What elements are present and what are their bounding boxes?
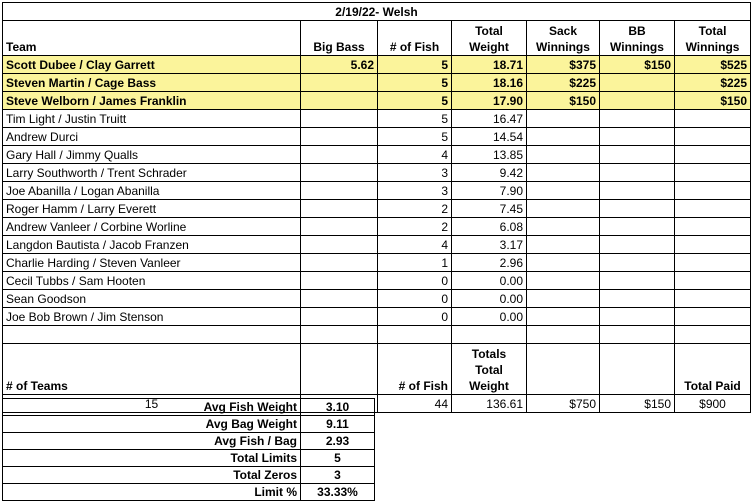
total-cell[interactable]	[675, 128, 751, 146]
table-row	[3, 254, 751, 272]
total-cell[interactable]: $225	[675, 74, 751, 92]
totals-num-fish[interactable]: 44	[378, 395, 452, 413]
table-row	[3, 308, 751, 326]
fish-cell[interactable]: 5	[378, 128, 452, 146]
bb-cell[interactable]: $150	[600, 56, 675, 74]
sack-cell[interactable]: $150	[527, 92, 600, 110]
team-cell[interactable]: Roger Hamm / Larry Everett	[3, 200, 301, 218]
header-bb-winnings[interactable]: BB Winnings	[600, 21, 675, 56]
big-bass-cell[interactable]	[301, 218, 378, 236]
big-bass-cell[interactable]	[301, 74, 378, 92]
big-bass-cell[interactable]	[301, 236, 378, 254]
big-bass-cell[interactable]	[301, 254, 378, 272]
big-bass-cell[interactable]	[301, 146, 378, 164]
table-row	[3, 74, 751, 92]
sack-cell[interactable]	[527, 236, 600, 254]
sack-cell[interactable]	[527, 182, 600, 200]
team-cell[interactable]: Andrew Durci	[3, 128, 301, 146]
results-table	[2, 2, 751, 413]
fish-cell[interactable]: 0	[378, 308, 452, 326]
weight-cell[interactable]: 16.47	[452, 110, 527, 128]
totals-weight[interactable]: 136.61	[452, 395, 527, 413]
stat-label[interactable]: Avg Fish / Bag	[3, 433, 301, 450]
fish-cell[interactable]: 4	[378, 146, 452, 164]
big-bass-cell[interactable]	[301, 272, 378, 290]
header-total-winnings[interactable]: Total Winnings	[675, 21, 751, 56]
bb-cell[interactable]	[600, 200, 675, 218]
bb-cell[interactable]	[600, 254, 675, 272]
total-cell[interactable]	[675, 164, 751, 182]
weight-cell[interactable]: 7.90	[452, 182, 527, 200]
bb-cell[interactable]	[600, 236, 675, 254]
fish-cell[interactable]: 4	[378, 236, 452, 254]
big-bass-cell[interactable]	[301, 92, 378, 110]
stat-label[interactable]: Total Limits	[3, 450, 301, 467]
sack-cell[interactable]	[527, 308, 600, 326]
totals-num-teams-label[interactable]: # of Teams	[3, 344, 301, 395]
weight-cell[interactable]: 6.08	[452, 218, 527, 236]
blank-row	[3, 326, 751, 344]
bb-cell[interactable]	[600, 164, 675, 182]
total-cell[interactable]	[675, 146, 751, 164]
big-bass-cell[interactable]	[301, 308, 378, 326]
bb-cell[interactable]	[600, 290, 675, 308]
total-cell[interactable]	[675, 290, 751, 308]
header-num-fish[interactable]: # of Fish	[378, 21, 452, 56]
bb-cell[interactable]	[600, 92, 675, 110]
stat-row	[3, 450, 375, 467]
team-cell[interactable]: Cecil Tubbs / Sam Hooten	[3, 272, 301, 290]
stat-value[interactable]: 9.11	[301, 416, 375, 433]
fish-cell[interactable]: 5	[378, 92, 452, 110]
stat-row	[3, 467, 375, 484]
total-cell[interactable]	[675, 182, 751, 200]
sack-cell[interactable]	[527, 290, 600, 308]
stat-value[interactable]: 33.33%	[301, 484, 375, 501]
title-row	[3, 3, 751, 21]
table-row	[3, 92, 751, 110]
stat-label[interactable]: Total Zeros	[3, 467, 301, 484]
team-cell[interactable]: Joe Bob Brown / Jim Stenson	[3, 308, 301, 326]
big-bass-cell[interactable]	[301, 200, 378, 218]
totals-sack[interactable]: $750	[527, 395, 600, 413]
sack-cell[interactable]: $225	[527, 74, 600, 92]
sack-cell[interactable]	[527, 272, 600, 290]
table-row	[3, 272, 751, 290]
team-cell[interactable]: Langdon Bautista / Jacob Franzen	[3, 236, 301, 254]
big-bass-cell[interactable]	[301, 182, 378, 200]
table-row	[3, 200, 751, 218]
weight-cell[interactable]: 14.54	[452, 128, 527, 146]
sheet-title[interactable]: 2/19/22- Welsh	[3, 3, 751, 21]
fish-cell[interactable]: 5	[378, 110, 452, 128]
totals-num-fish-label[interactable]: # of Fish	[378, 344, 452, 395]
big-bass-cell[interactable]	[301, 128, 378, 146]
table-row	[3, 56, 751, 74]
big-bass-cell[interactable]	[301, 290, 378, 308]
big-bass-cell[interactable]: 5.62	[301, 56, 378, 74]
weight-cell[interactable]: 0.00	[452, 290, 527, 308]
sack-cell[interactable]	[527, 200, 600, 218]
stat-label[interactable]: Limit %	[3, 484, 301, 501]
fish-cell[interactable]: 3	[378, 164, 452, 182]
weight-cell[interactable]: 17.90	[452, 92, 527, 110]
table-row	[3, 146, 751, 164]
header-row	[3, 21, 751, 56]
stat-value[interactable]: 3	[301, 467, 375, 484]
weight-cell[interactable]: 9.42	[452, 164, 527, 182]
totals-bb[interactable]: $150	[600, 395, 675, 413]
table-row	[3, 110, 751, 128]
team-cell[interactable]: Charlie Harding / Steven Vanleer	[3, 254, 301, 272]
weight-cell[interactable]: 18.71	[452, 56, 527, 74]
weight-cell[interactable]: 0.00	[452, 308, 527, 326]
fish-cell[interactable]: 2	[378, 218, 452, 236]
stat-value[interactable]: 3.10	[301, 399, 375, 416]
bb-cell[interactable]	[600, 128, 675, 146]
stat-row	[3, 399, 375, 416]
fish-cell[interactable]: 5	[378, 74, 452, 92]
weight-cell[interactable]: 18.16	[452, 74, 527, 92]
total-cell[interactable]	[675, 272, 751, 290]
team-cell[interactable]: Joe Abanilla / Logan Abanilla	[3, 182, 301, 200]
bb-cell[interactable]	[600, 308, 675, 326]
totals-total-paid-label[interactable]: Total Paid	[675, 344, 751, 395]
big-bass-cell[interactable]	[301, 164, 378, 182]
header-team[interactable]: Team	[3, 21, 301, 56]
weight-cell[interactable]: 2.96	[452, 254, 527, 272]
team-cell[interactable]: Steven Martin / Cage Bass	[3, 74, 301, 92]
totals-weight-header[interactable]: Totals Total Weight	[452, 344, 527, 395]
team-cell[interactable]: Larry Southworth / Trent Schrader	[3, 164, 301, 182]
header-sack-winnings[interactable]: Sack Winnings	[527, 21, 600, 56]
total-cell[interactable]	[675, 236, 751, 254]
table-row	[3, 128, 751, 146]
total-cell[interactable]: $150	[675, 92, 751, 110]
totals-total-paid[interactable]: $900	[675, 395, 751, 413]
fish-cell[interactable]: 3	[378, 182, 452, 200]
bb-cell[interactable]	[600, 218, 675, 236]
table-row	[3, 290, 751, 308]
team-cell[interactable]: Gary Hall / Jimmy Qualls	[3, 146, 301, 164]
stat-row	[3, 416, 375, 433]
team-cell[interactable]: Andrew Vanleer / Corbine Worline	[3, 218, 301, 236]
fish-cell[interactable]: 1	[378, 254, 452, 272]
stats-table	[2, 398, 375, 501]
sack-cell[interactable]: $375	[527, 56, 600, 74]
fish-cell[interactable]: 0	[378, 290, 452, 308]
totals-num-teams[interactable]: 15	[3, 395, 301, 413]
bb-cell[interactable]	[600, 272, 675, 290]
fish-cell[interactable]: 2	[378, 200, 452, 218]
total-cell[interactable]: $525	[675, 56, 751, 74]
fish-cell[interactable]: 0	[378, 272, 452, 290]
stat-row	[3, 433, 375, 450]
weight-cell[interactable]: 7.45	[452, 200, 527, 218]
total-cell[interactable]	[675, 110, 751, 128]
stat-label[interactable]: Avg Fish Weight	[3, 399, 301, 416]
table-row	[3, 182, 751, 200]
weight-cell[interactable]: 0.00	[452, 272, 527, 290]
sack-cell[interactable]	[527, 110, 600, 128]
bb-cell[interactable]	[600, 110, 675, 128]
total-cell[interactable]	[675, 308, 751, 326]
table-row	[3, 218, 751, 236]
fish-cell[interactable]: 5	[378, 56, 452, 74]
sack-cell[interactable]	[527, 146, 600, 164]
team-cell[interactable]: Tim Light / Justin Truitt	[3, 110, 301, 128]
totals-header-row	[3, 344, 751, 395]
stat-value[interactable]: 5	[301, 450, 375, 467]
bb-cell[interactable]	[600, 182, 675, 200]
stat-row	[3, 484, 375, 501]
total-cell[interactable]	[675, 254, 751, 272]
table-row	[3, 236, 751, 254]
sack-cell[interactable]	[527, 164, 600, 182]
big-bass-cell[interactable]	[301, 110, 378, 128]
bb-cell[interactable]	[600, 74, 675, 92]
team-cell[interactable]: Steve Welborn / James Franklin	[3, 92, 301, 110]
header-total-weight[interactable]: Total Weight	[452, 21, 527, 56]
team-cell[interactable]: Sean Goodson	[3, 290, 301, 308]
weight-cell[interactable]: 13.85	[452, 146, 527, 164]
total-cell[interactable]	[675, 200, 751, 218]
weight-cell[interactable]: 3.17	[452, 236, 527, 254]
sack-cell[interactable]	[527, 218, 600, 236]
table-row	[3, 164, 751, 182]
total-cell[interactable]	[675, 218, 751, 236]
bb-cell[interactable]	[600, 146, 675, 164]
stat-label[interactable]: Avg Bag Weight	[3, 416, 301, 433]
team-cell[interactable]: Scott Dubee / Clay Garrett	[3, 56, 301, 74]
sack-cell[interactable]	[527, 128, 600, 146]
stat-value[interactable]: 2.93	[301, 433, 375, 450]
sack-cell[interactable]	[527, 254, 600, 272]
header-big-bass[interactable]: Big Bass	[301, 21, 378, 56]
